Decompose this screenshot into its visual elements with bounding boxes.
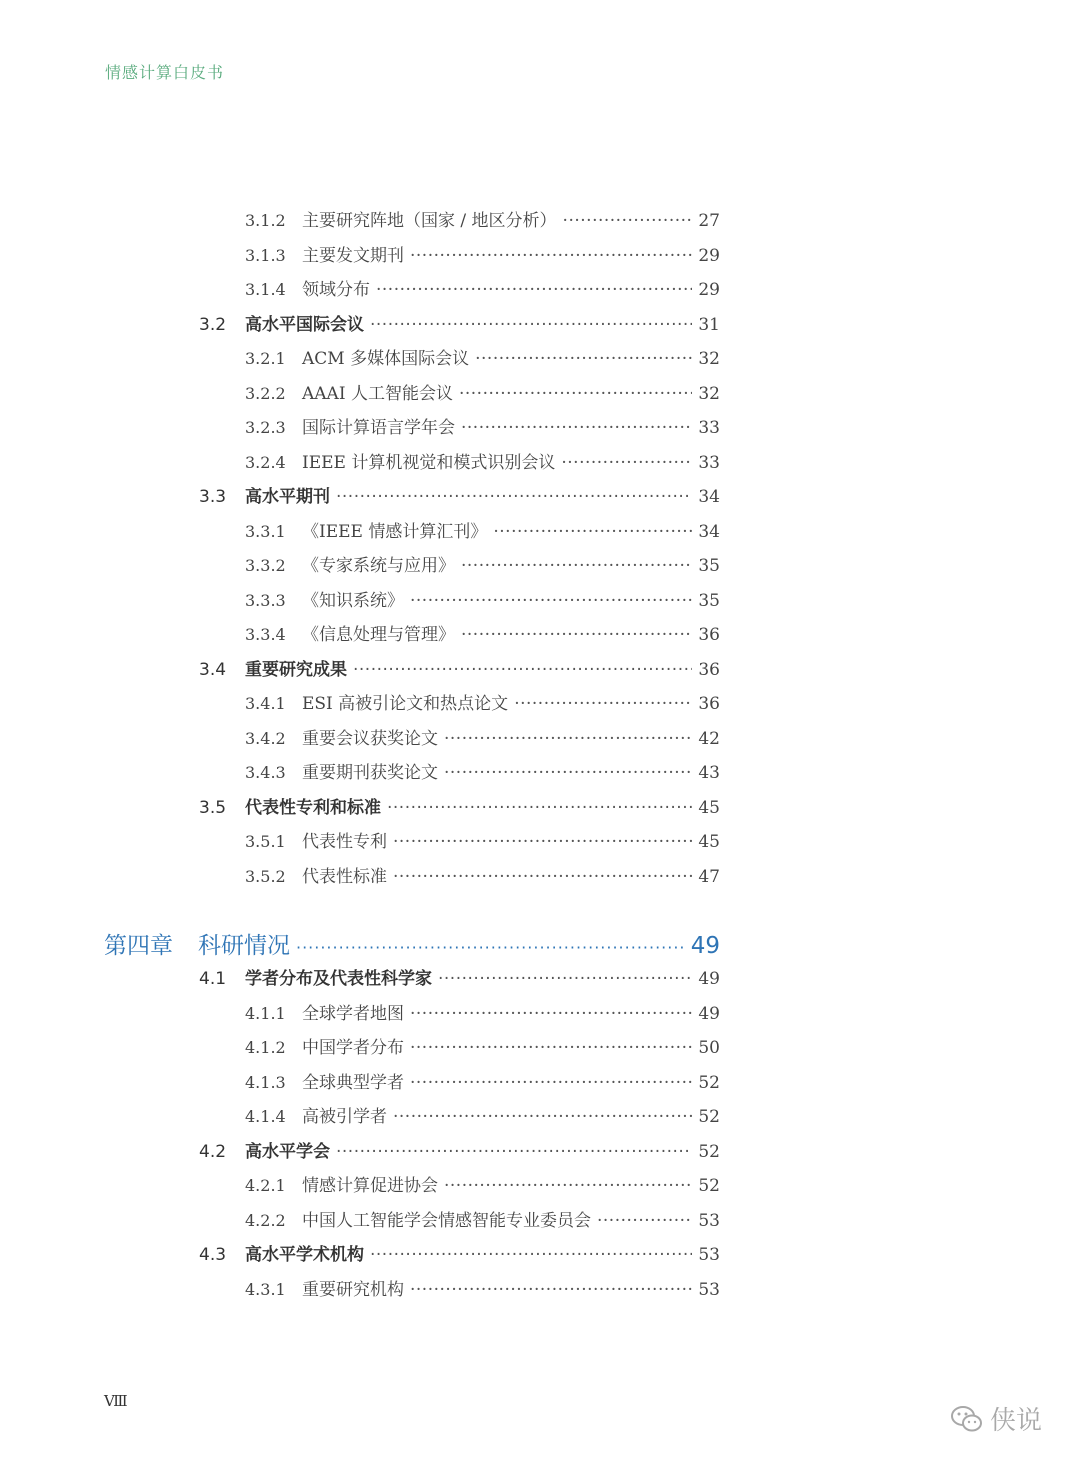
toc-entry-page: 36 xyxy=(698,625,720,645)
toc-entry-title: 领域分布 xyxy=(302,280,370,300)
toc-entry[interactable] xyxy=(245,1169,720,1203)
toc-entry-title: AAAI 人工智能会议 xyxy=(302,383,453,404)
toc-entry-page: 32 xyxy=(698,349,720,369)
toc-entry-title: 重要期刊获奖论文 xyxy=(302,763,438,783)
toc-entry-title: 科研情况 xyxy=(198,933,290,959)
toc-entry-page: 33 xyxy=(698,418,720,438)
toc-entry-number: 4.3.1 xyxy=(245,1279,286,1299)
toc-entry-page: 50 xyxy=(698,1038,720,1058)
toc-entry[interactable] xyxy=(199,962,720,996)
toc-entry[interactable] xyxy=(245,1273,720,1307)
toc-leader-dots xyxy=(410,584,692,618)
page-number: Ⅷ xyxy=(104,1392,128,1410)
toc-entry-page: 32 xyxy=(698,383,720,404)
toc-entry-title: 高水平学术机构 xyxy=(245,1245,364,1265)
toc-entry[interactable] xyxy=(199,1238,720,1272)
toc-leader-dots xyxy=(597,1204,692,1238)
toc-leader-dots xyxy=(438,962,692,996)
toc-entry-title: 中国人工智能学会情感智能专业委员会 xyxy=(302,1210,591,1231)
toc-entry[interactable] xyxy=(245,756,720,790)
toc-entry-number: 3.4.3 xyxy=(245,763,286,782)
toc-leader-dots xyxy=(376,273,692,307)
toc-entry-title: 高被引学者 xyxy=(302,1107,387,1127)
toc-entry-number: 3.3.4 xyxy=(245,625,286,644)
toc-entry[interactable] xyxy=(245,273,720,307)
toc-entry-number: 4.1.2 xyxy=(245,1038,286,1057)
toc-entry-page: 52 xyxy=(698,1141,720,1162)
running-header: 情感计算白皮书 xyxy=(105,63,225,82)
toc-entry-number: 3.2.4 xyxy=(245,452,286,472)
toc-entry-title: 《信息处理与管理》 xyxy=(302,625,455,645)
toc-leader-dots xyxy=(461,549,692,583)
toc-leader-dots xyxy=(370,308,692,342)
toc-entry-page: 53 xyxy=(698,1210,720,1231)
toc-entry-page: 31 xyxy=(698,314,720,335)
toc-entry[interactable] xyxy=(245,997,720,1031)
toc-leader-dots xyxy=(387,791,692,825)
toc-entry[interactable] xyxy=(199,308,720,342)
toc-entry-title: 情感计算促进协会 xyxy=(302,1176,438,1196)
toc-entry-number: 3.2.3 xyxy=(245,418,286,437)
toc-entry[interactable] xyxy=(245,549,720,583)
toc-leader-dots xyxy=(393,1100,692,1134)
toc-entry-title: IEEE 计算机视觉和模式识别会议 xyxy=(302,452,556,473)
toc-entry-number: 3.4 xyxy=(199,659,227,680)
toc-entry[interactable] xyxy=(245,377,720,411)
toc-entry-title: 高水平期刊 xyxy=(245,487,330,507)
toc-entry-page: 34 xyxy=(698,521,720,542)
toc-entry-title: 重要会议获奖论文 xyxy=(302,728,438,749)
toc-entry-number: 4.1.3 xyxy=(245,1072,286,1092)
toc-leader-dots xyxy=(561,446,692,480)
toc-leader-dots xyxy=(410,997,692,1031)
toc-entry-title: ESI 高被引论文和热点论文 xyxy=(302,694,509,714)
toc-entry-number: 3.5.1 xyxy=(245,832,286,851)
toc-entry[interactable] xyxy=(245,1066,720,1100)
toc-leader-dots xyxy=(410,239,692,273)
toc-entry-page: 35 xyxy=(698,590,720,611)
toc-entry-number: 3.3 xyxy=(199,487,227,507)
toc-entry-title: 《知识系统》 xyxy=(302,590,404,611)
toc-entry-title: 全球典型学者 xyxy=(302,1072,404,1093)
toc-entry-page: 27 xyxy=(698,211,720,231)
toc-entry-number: 4.2 xyxy=(199,1141,227,1162)
toc-entry-number: 3.3.1 xyxy=(245,521,286,541)
toc-entry[interactable] xyxy=(245,204,720,238)
toc-entry-number: 3.2 xyxy=(199,314,227,335)
toc-entry-number: 3.1.4 xyxy=(245,280,286,299)
toc-leader-dots xyxy=(444,1169,692,1203)
toc-entry[interactable] xyxy=(245,722,720,756)
toc-leader-dots xyxy=(461,411,692,445)
toc-entry-number: 3.2.1 xyxy=(245,349,286,368)
toc-entry[interactable] xyxy=(245,1031,720,1065)
toc-entry[interactable] xyxy=(199,1135,720,1169)
toc-entry[interactable] xyxy=(199,653,720,687)
toc-entry[interactable] xyxy=(245,860,720,894)
toc-entry-title: 代表性专利和标准 xyxy=(245,797,381,818)
watermark xyxy=(950,1400,1042,1437)
toc-entry-number: 3.4.2 xyxy=(245,728,286,748)
toc-entry[interactable] xyxy=(245,825,720,859)
toc-entry[interactable] xyxy=(245,1204,720,1238)
toc-entry[interactable] xyxy=(245,342,720,376)
toc-entry-title: 高水平国际会议 xyxy=(245,314,364,335)
toc-leader-dots xyxy=(493,515,692,549)
toc-entry-title: 代表性标准 xyxy=(302,866,387,887)
toc-leader-dots xyxy=(461,618,692,652)
toc-entry-page: 49 xyxy=(698,969,720,989)
toc-entry-number: 3.1.3 xyxy=(245,245,286,265)
toc-entry-page: 53 xyxy=(698,1245,720,1265)
toc-entry[interactable] xyxy=(199,480,720,514)
wechat-icon xyxy=(950,1405,984,1433)
toc-leader-dots xyxy=(410,1066,692,1100)
toc-entry-title: 中国学者分布 xyxy=(302,1038,404,1058)
toc-entry-page: 29 xyxy=(698,245,720,266)
toc-entry-title: 全球学者地图 xyxy=(302,1003,404,1024)
toc-entry[interactable] xyxy=(199,791,720,825)
toc-entry-number: 4.1.1 xyxy=(245,1003,286,1023)
toc-entry-title: 重要研究机构 xyxy=(302,1279,404,1300)
toc-entry-title: 代表性专利 xyxy=(302,832,387,852)
toc-entry-number: 4.1.4 xyxy=(245,1107,286,1126)
toc-entry-number: 4.2.2 xyxy=(245,1210,286,1230)
toc-chapter-entry[interactable] xyxy=(104,926,720,966)
toc-entry-page: 36 xyxy=(698,659,720,680)
toc-entry-page: 45 xyxy=(698,832,720,852)
toc-entry-page: 29 xyxy=(698,280,720,300)
toc-leader-dots xyxy=(393,860,692,894)
toc-entry-number: 4.3 xyxy=(199,1245,227,1265)
toc-entry-page: 34 xyxy=(698,487,720,507)
toc-leader-dots xyxy=(444,722,692,756)
toc-entry-number: 3.5 xyxy=(199,797,227,818)
toc-entry[interactable] xyxy=(245,618,720,652)
toc-leader-dots xyxy=(370,1238,692,1272)
toc-entry-number: 3.3.2 xyxy=(245,556,286,575)
toc-entry-page: 53 xyxy=(698,1279,720,1300)
toc-entry-title: ACM 多媒体国际会议 xyxy=(302,349,470,369)
toc-entry-page: 49 xyxy=(698,1003,720,1024)
toc-entry-page: 33 xyxy=(698,452,720,473)
toc-entry-title: 学者分布及代表性科学家 xyxy=(245,969,432,989)
toc-leader-dots xyxy=(514,687,692,721)
toc-entry-title: 高水平学会 xyxy=(245,1141,330,1162)
toc-entry-number: 3.3.3 xyxy=(245,590,286,610)
toc-entry-number: 4.2.1 xyxy=(245,1176,286,1195)
toc-entry-number: 4.1 xyxy=(199,969,227,989)
toc-entry-title: 主要发文期刊 xyxy=(302,245,404,266)
toc-leader-dots xyxy=(393,825,692,859)
toc-entry-title: 主要研究阵地（国家 / 地区分析） xyxy=(302,211,557,231)
toc-entry-number: 3.4.1 xyxy=(245,694,286,713)
toc-entry-title: 《专家系统与应用》 xyxy=(302,556,455,576)
toc-leader-dots xyxy=(336,1135,692,1169)
toc-leader-dots xyxy=(410,1031,692,1065)
toc-entry-page: 52 xyxy=(698,1072,720,1093)
toc-leader-dots xyxy=(563,204,692,238)
toc-entry[interactable] xyxy=(245,687,720,721)
toc-entry-page: 47 xyxy=(698,866,720,887)
toc-leader-dots xyxy=(353,653,692,687)
toc-entry-number: 3.5.2 xyxy=(245,866,286,886)
toc-entry-page: 36 xyxy=(698,694,720,714)
toc-entry-page: 52 xyxy=(698,1107,720,1127)
toc-entry-title: 重要研究成果 xyxy=(245,659,347,680)
toc-entry-page: 42 xyxy=(698,728,720,749)
toc-entry-title: 国际计算语言学年会 xyxy=(302,418,455,438)
toc-entry-number: 第四章 xyxy=(104,933,173,959)
toc-entry[interactable] xyxy=(245,239,720,273)
toc-entry-title: 《IEEE 情感计算汇刊》 xyxy=(302,521,488,542)
toc-leader-dots xyxy=(410,1273,692,1307)
toc-entry-page: 52 xyxy=(698,1176,720,1196)
toc-leader-dots xyxy=(336,480,692,514)
toc-entry[interactable] xyxy=(245,584,720,618)
toc-leader-dots xyxy=(444,756,692,790)
toc-entry[interactable] xyxy=(245,515,720,549)
toc-entry-page: 49 xyxy=(690,933,720,959)
toc-entry-page: 45 xyxy=(698,797,720,818)
toc-entry-number: 3.1.2 xyxy=(245,211,286,230)
toc-entry[interactable] xyxy=(245,1100,720,1134)
toc-entry[interactable] xyxy=(245,446,720,480)
toc-leader-dots xyxy=(459,377,692,411)
toc-entry[interactable] xyxy=(245,411,720,445)
watermark-text: 侠说 xyxy=(990,1406,1043,1436)
toc-leader-dots xyxy=(475,342,692,376)
toc-entry-number: 3.2.2 xyxy=(245,383,286,403)
toc-entry-page: 35 xyxy=(698,556,720,576)
toc-entry-page: 43 xyxy=(698,763,720,783)
